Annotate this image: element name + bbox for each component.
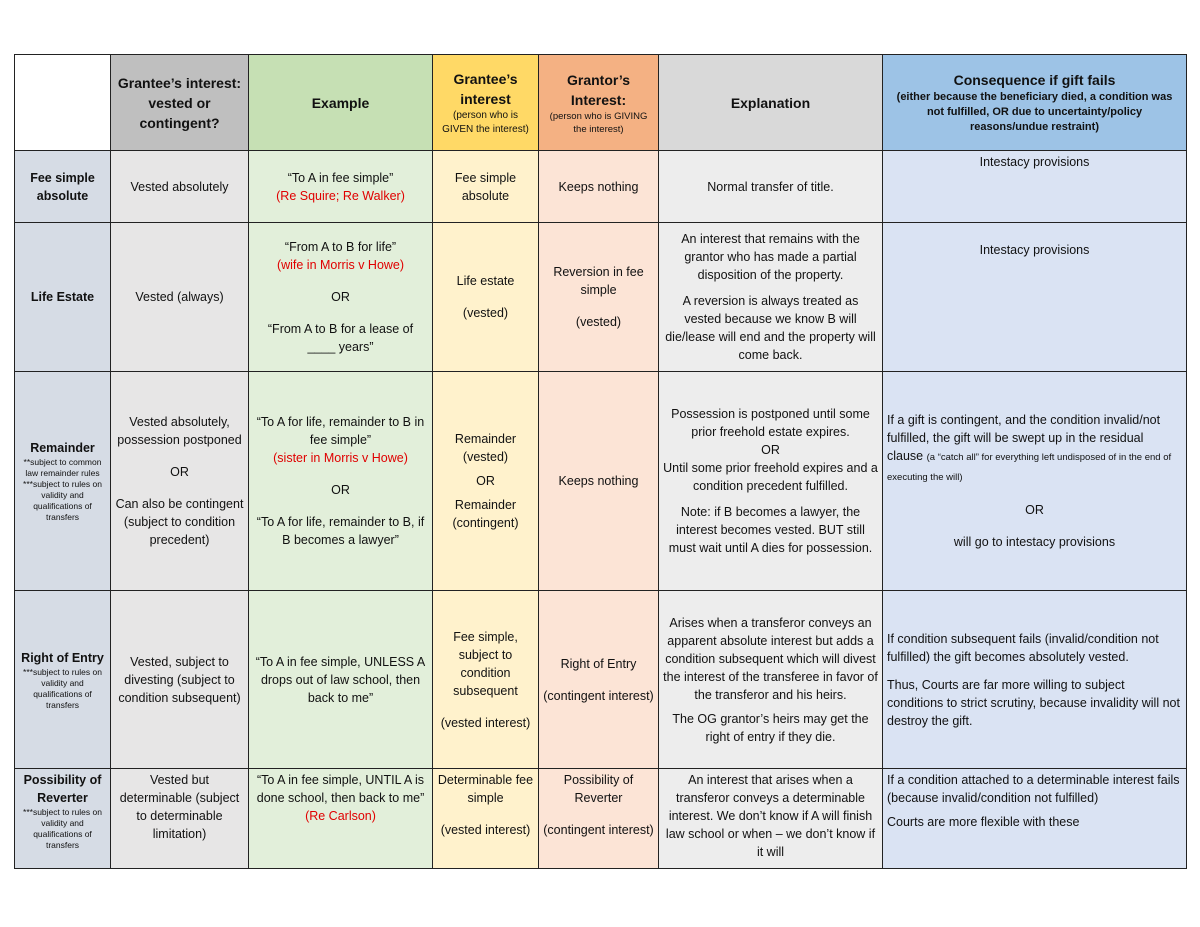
- grantor-text-2: (vested): [575, 315, 622, 329]
- gint-cell: [433, 223, 539, 372]
- explanation-text-2: The OG grantor’s heirs may get the right of entry if they die.: [672, 711, 869, 744]
- grantor-text: Possibility of Reverter: [563, 773, 634, 805]
- header-grantors-interest: [539, 55, 659, 151]
- grantee-cell: [111, 372, 249, 591]
- consequence-text-2: will go to intestacy provisions: [953, 535, 1116, 549]
- example-text-2: “From A to B for a lease of ____ years”: [267, 322, 414, 354]
- header-gint-sub: (person who is GIVEN the interest): [442, 109, 529, 135]
- or-text: OR: [331, 483, 350, 497]
- example-text: “From A to B for life”: [284, 240, 397, 254]
- grantee-text-2: Can also be contingent (subject to condition precedent): [115, 497, 244, 547]
- or-text: OR: [761, 443, 780, 457]
- header-grantor-sub: (person who is GIVING the interest): [549, 110, 648, 135]
- case-reference: (sister in Morris v Howe): [273, 451, 408, 465]
- example-cell: “To A in fee simple, UNLESS A drops out of law school, then back to me”: [249, 591, 433, 769]
- consequence-text-2: Thus, Courts are far more willing to subject conditions to strict scrutiny, because invalidity will not destroy the gift.: [887, 677, 1180, 728]
- consequence-cell: [883, 769, 1187, 869]
- gint-text-2: (vested interest): [440, 823, 531, 837]
- row-name: Fee simple absolute: [15, 151, 111, 223]
- gint-text: Remainder (vested): [454, 432, 517, 464]
- row-name: Remainder: [30, 441, 95, 455]
- row-remainder: [15, 372, 1187, 591]
- or-text: OR: [476, 474, 495, 488]
- gint-cell: Fee simple absolute: [433, 151, 539, 223]
- or-text: OR: [170, 465, 189, 479]
- grantor-text: Right of Entry: [560, 656, 637, 671]
- explanation-cell: An interest that arises when a transferor conveys a determinable interest. We don’t know if A will finish law school or when – we don’t know if it will: [659, 769, 883, 869]
- grantee-text: Vested absolutely, possession postponed: [117, 415, 242, 447]
- grantor-text-2: (contingent interest): [543, 688, 654, 703]
- header-grantor-title: Grantor’s Interest:: [566, 71, 630, 108]
- header-row: [15, 55, 1187, 151]
- header-example: Example: [249, 55, 433, 151]
- row-right-of-entry: [15, 591, 1187, 769]
- row-name: Possibility of Reverter: [23, 773, 102, 805]
- grantee-cell: Vested absolutely: [111, 151, 249, 223]
- consequence-text: If a gift is contingent, and the condition invalid/not fulfilled, the gift will be swept up in the residual clause: [887, 413, 1161, 463]
- example-cell: [249, 151, 433, 223]
- gint-cell: [433, 591, 539, 769]
- case-reference: (Re Squire; Re Walker): [276, 188, 405, 203]
- grantor-text-2: (contingent interest): [543, 823, 654, 837]
- grantor-cell: [539, 223, 659, 372]
- grantor-text: Reversion in fee simple: [553, 265, 644, 297]
- header-grantees-interest: [433, 55, 539, 151]
- explanation-text-2: Until some prior freehold expires and a condition precedent fulfilled.: [663, 461, 878, 493]
- rule-note: ***subject to rules on validity and qualifications of transfers: [23, 807, 102, 850]
- row-life-estate: [15, 223, 1187, 372]
- row-name-cell: [15, 769, 111, 869]
- consequence-text-2: Courts are more flexible with these: [887, 815, 1080, 829]
- example-cell: [249, 372, 433, 591]
- example-text: “To A in fee simple”: [287, 170, 394, 185]
- row-fee-simple: [15, 151, 1187, 223]
- header-gint-title: Grantee’s interest: [453, 70, 518, 107]
- header-consequence: [883, 55, 1187, 151]
- example-cell: [249, 769, 433, 869]
- grantee-cell: Vested, subject to divesting (subject to condition subsequent): [111, 591, 249, 769]
- gint-cell: [433, 372, 539, 591]
- header-blank: [15, 55, 111, 151]
- consequence-cell: [883, 372, 1187, 591]
- explanation-cell: [659, 591, 883, 769]
- residual-clause-note: (a “catch all” for everything left undisposed of in the end of executing the will): [887, 452, 1172, 483]
- example-text-2: “To A for life, remainder to B, if B becomes a lawyer”: [256, 515, 425, 547]
- explanation-text-2: A reversion is always treated as vested because we know B will die/lease will end and the property will come back.: [665, 294, 876, 362]
- consequence-text: If a condition attached to a determinable interest fails (because invalid/condition not fulfilled): [887, 773, 1180, 805]
- gint-text-2: (vested interest): [440, 715, 531, 730]
- grantee-cell: Vested (always): [111, 223, 249, 372]
- grantee-cell: Vested but determinable (subject to determinable limitation): [111, 769, 249, 869]
- row-possibility-of-reverter: [15, 769, 1187, 869]
- explanation-text: An interest that remains with the grantor who has made a partial disposition of the property.: [681, 232, 860, 282]
- gint-text: Determinable fee simple: [437, 773, 534, 805]
- consequence-cell: Intestacy provisions: [883, 151, 1187, 223]
- explanation-text: Possession is postponed until some prior freehold estate expires.: [671, 407, 870, 439]
- gint-text-2: Remainder (contingent): [452, 498, 519, 530]
- explanation-text: Arises when a transferor conveys an apparent absolute interest but adds a condition subsequent which will divest the interest of the transferee in favor of the transferor and his heirs.: [663, 615, 878, 702]
- example-cell: [249, 223, 433, 372]
- rule-note: ***subject to rules on validity and qualifications of transfers: [23, 666, 102, 710]
- rule-note-2: ***subject to rules on validity and qualifications of transfers: [23, 479, 102, 522]
- explanation-cell: [659, 372, 883, 591]
- header-grantee-interest: Grantee’s interest: vested or contingent?: [111, 55, 249, 151]
- or-text: OR: [1025, 503, 1044, 517]
- case-reference: (wife in Morris v Howe): [276, 258, 405, 272]
- gint-text-2: (vested): [462, 306, 509, 320]
- grantor-cell: [539, 591, 659, 769]
- or-text: OR: [331, 290, 350, 304]
- rule-note: **subject to common law remainder rules: [23, 457, 102, 478]
- consequence-cell: [883, 591, 1187, 769]
- gint-text: Fee simple, subject to condition subsequent: [453, 629, 518, 698]
- consequence-cell: Intestacy provisions: [883, 223, 1187, 372]
- example-text: “To A for life, remainder to B in fee simple”: [256, 415, 425, 447]
- header-cons-sub: (either because the beneficiary died, a condition was not fulfilled, OR due to uncertainty/policy reasons/undue restraint): [896, 91, 1173, 133]
- grantor-cell: Keeps nothing: [539, 151, 659, 223]
- grantor-cell: [539, 769, 659, 869]
- example-text: “To A in fee simple, UNTIL A is done school, then back to me”: [256, 773, 425, 805]
- explanation-cell: Normal transfer of title.: [659, 151, 883, 223]
- explanation-cell: [659, 223, 883, 372]
- row-name: Life Estate: [15, 223, 111, 372]
- gint-text: Life estate: [456, 274, 515, 288]
- row-name-cell: [15, 591, 111, 769]
- consequence-text: If condition subsequent fails (invalid/condition not fulfilled) the gift becomes absolutely vested.: [887, 631, 1159, 664]
- case-reference: (Re Carlson): [305, 809, 376, 823]
- gint-cell: [433, 769, 539, 869]
- grantor-cell: Keeps nothing: [539, 372, 659, 591]
- explanation-text-3: Note: if B becomes a lawyer, the interest becomes vested. BUT still must wait until A dies for possession.: [668, 505, 873, 555]
- header-explanation: Explanation: [659, 55, 883, 151]
- header-cons-title: Consequence if gift fails: [953, 72, 1116, 88]
- property-interests-table: [14, 54, 1187, 869]
- row-name: Right of Entry: [21, 650, 104, 665]
- row-name-cell: [15, 372, 111, 591]
